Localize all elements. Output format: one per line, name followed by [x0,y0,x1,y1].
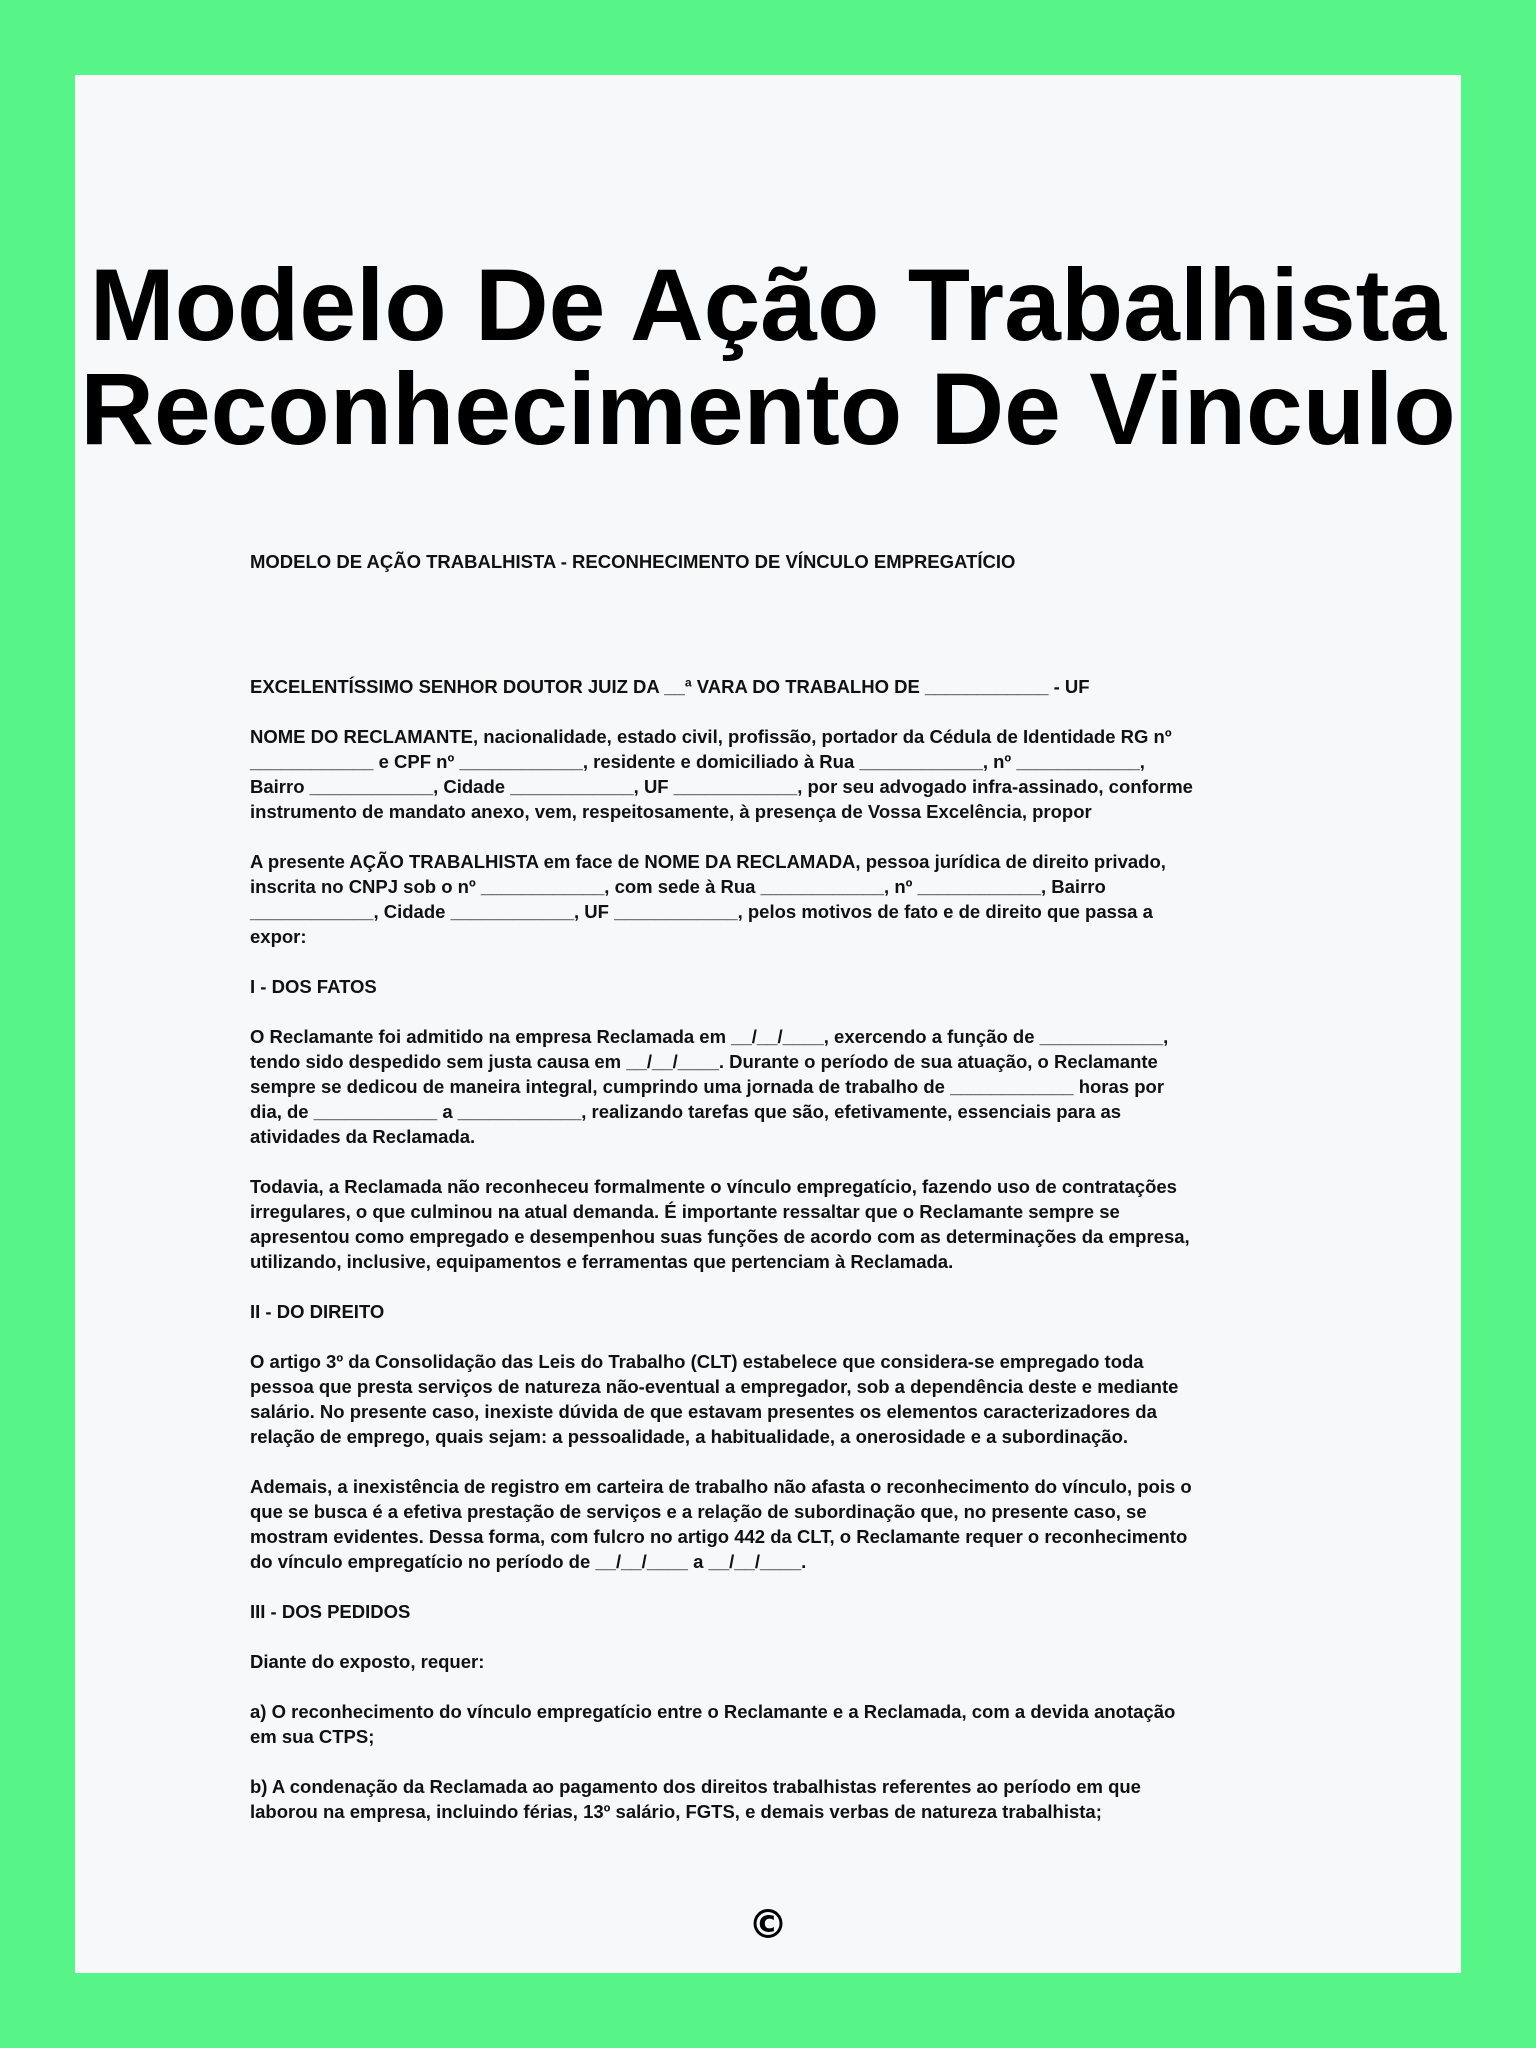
paragraph-requests-intro: Diante do exposto, requer: [250,1651,485,1672]
page-title [75,248,1461,466]
section-heading-requests: III - DOS PEDIDOS [250,1601,411,1622]
paragraph-facts-1: O Reclamante foi admitido na empresa Reclamada em __/__/____, exercendo a função de ____________, tendo sido despedido sem justa causa em __/__/____. Durante o período de sua atuação, o Reclamante sempre se dedicou de maneira integral, cumprindo uma jornada de trabalho de ____________ horas por dia, de ____________ a ____________, realizando tarefas que são, efetivamente, essenciais para as atividades da Reclamada. [250,1026,1169,1147]
section-heading-law: II - DO DIREITO [250,1301,385,1322]
document-page [75,75,1461,1973]
copyright-icon: © [748,1902,788,1948]
section-heading-facts: I - DOS FATOS [250,976,377,997]
paragraph-law-1: O artigo 3º da Consolidação das Leis do Trabalho (CLT) estabelece que considera-se empregado toda pessoa que presta serviços de natureza não-eventual a empregador, sob a dependência deste e mediante salário. No presente caso, inexiste dúvida de que estavam presentes os elementos caracterizadores da relação de emprego, quais sejam: a pessoalidade, a habitualidade, a onerosidade e a subordinação. [250,1351,1179,1447]
paragraph-law-2: Ademais, a inexistência de registro em carteira de trabalho não afasta o reconhecimento do vínculo, pois o que se busca é a efetiva prestação de serviços e a relação de subordinação que, no presente caso, se mostram evidentes. Dessa forma, com fulcro no artigo 442 da CLT, o Reclamante requer o reconhecimento do vínculo empregatício no período de __/__/____ a __/__/____. [250,1476,1192,1572]
title-line-2: Reconhecimento De Vinculo [80,352,1456,466]
title-line-1: Modelo De Ação Trabalhista [89,248,1447,362]
paragraph-facts-2: Todavia, a Reclamada não reconheceu formalmente o vínculo empregatício, fazendo uso de contratações irregulares, o que culminou na atual demanda. É importante ressaltar que o Reclamante sempre se apresentou como empregado e desempenhou suas funções de acordo com as determinações da empresa, utilizando, inclusive, equipamentos e ferramentas que pertenciam à Reclamada. [250,1176,1190,1272]
paragraph-claimant: NOME DO RECLAMANTE, nacionalidade, estado civil, profissão, portador da Cédula de Identidade RG nº ____________ e CPF nº ____________, residente e domiciliado à Rua ____________, nº ____________, Bairro ____________, Cidade ____________, UF ____________, por seu advogado infra-assinado, conforme instrumento de mandato anexo, vem, respeitosamente, à presença de Vossa Excelência, propor [250,726,1193,822]
court-address: EXCELENTÍSSIMO SENHOR DOUTOR JUIZ DA __ª VARA DO TRABALHO DE ____________ - UF [250,676,1090,697]
document-body [250,549,1360,1849]
request-item-a: a) O reconhecimento do vínculo empregatício entre o Reclamante e a Reclamada, com a devida anotação em sua CTPS; [250,1701,1176,1747]
document-heading: MODELO DE AÇÃO TRABALHISTA - RECONHECIMENTO DE VÍNCULO EMPREGATÍCIO [250,551,1016,572]
paragraph-defendant: A presente AÇÃO TRABALHISTA em face de NOME DA RECLAMADA, pessoa jurídica de direito privado, inscrita no CNPJ sob o nº ____________, com sede à Rua ____________, nº ____________, Bairro ____________, Cidade ____________, UF ____________, pelos motivos de fato e de direito que passa a expor: [250,851,1166,947]
request-item-b: b) A condenação da Reclamada ao pagamento dos direitos trabalhistas referentes ao período em que laborou na empresa, incluindo férias, 13º salário, FGTS, e demais verbas de natureza trabalhista; [250,1776,1141,1822]
